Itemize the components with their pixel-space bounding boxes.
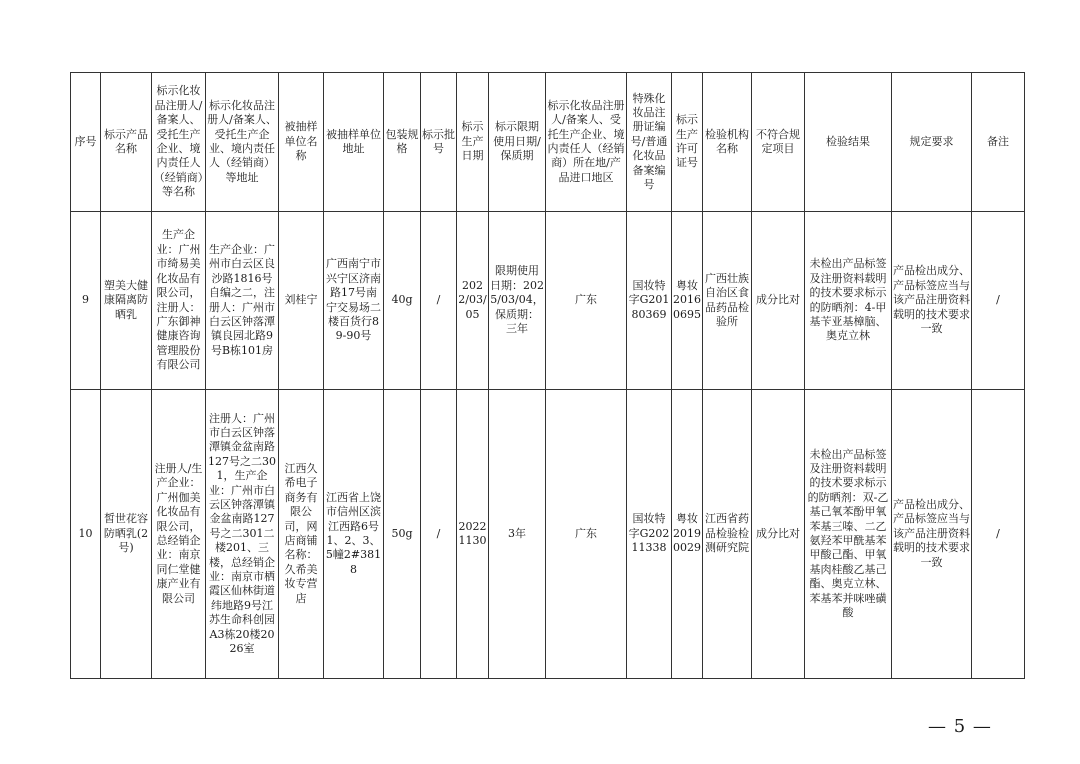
column-header: 被抽样单位名称 xyxy=(279,73,324,212)
column-header: 备注 xyxy=(972,73,1025,212)
column-header: 包装规格 xyxy=(384,73,421,212)
table-cell: 生产企业：广州市绮易美化妆品有限公司，注册人：广东御神健康咨询管理股份有限公司 xyxy=(152,212,206,390)
table-cell: 产品检出成分、产品标签应当与该产品注册资料载明的技术要求一致 xyxy=(892,212,972,390)
table-row xyxy=(71,390,1025,679)
column-header: 标示生产许可证号 xyxy=(672,73,703,212)
table-cell: 江西省上饶市信州区滨江西路6号1、2、3、5幢2#3818 xyxy=(324,390,384,679)
table-cell: / xyxy=(421,390,457,679)
table-cell: 江西久希电子商务有限公司，网店商铺名称：久希美妆专营店 xyxy=(279,390,324,679)
column-header: 标示产品名称 xyxy=(101,73,152,212)
inspection-results-table xyxy=(70,72,1025,679)
table-cell: / xyxy=(421,212,457,390)
table-cell: 50g xyxy=(384,390,421,679)
table-cell: 广西南宁市兴宁区济南路17号南宁交易场二楼百货行89-90号 xyxy=(324,212,384,390)
column-header: 序号 xyxy=(71,73,101,212)
column-header: 标示化妆品注册人/备案人、受托生产企业、境内责任人（经销商）等地址 xyxy=(206,73,279,212)
table-cell: 40g xyxy=(384,212,421,390)
column-header: 标示批号 xyxy=(421,73,457,212)
table-row xyxy=(71,212,1025,390)
table-cell: 广东 xyxy=(546,212,627,390)
table-cell: 广东 xyxy=(546,390,627,679)
column-header: 标示化妆品注册人/备案人、受托生产企业、境内责任人（经销商）所在地/产品进口地区 xyxy=(546,73,627,212)
table-cell: 国妆特字G20180369 xyxy=(627,212,672,390)
table-cell: 成分比对 xyxy=(752,390,805,679)
table-cell: 限期使用日期：2025/03/04，保质期：三年 xyxy=(489,212,546,390)
column-header: 不符合规定项目 xyxy=(752,73,805,212)
table-cell: 粤妆20160695 xyxy=(672,212,703,390)
table-header-row xyxy=(71,73,1025,212)
table-cell: / xyxy=(972,212,1025,390)
column-header: 标示生产日期 xyxy=(457,73,489,212)
table-cell: 未检出产品标签及注册资料载明的技术要求标示的防晒剂：双-乙基己氧苯酚甲氧苯基三嗪、二乙氨羟苯甲酰基苯甲酸己酯、甲氧基肉桂酸乙基己酯、奥克立林、苯基苯并咪唑磺酸 xyxy=(805,390,892,679)
table-cell: 皙世花容防晒乳(2号) xyxy=(101,390,152,679)
table-cell: 注册人：广州市白云区钟落潭镇金盆南路127号之二301，生产企业：广州市白云区钟落潭镇金盆南路127号之二301二楼201、三楼，总经销企业：南京市栖霞区仙林街道纬地路9号江苏生命科创园A3栋20楼2026室 xyxy=(206,390,279,679)
table-cell: 国妆特字G20211338 xyxy=(627,390,672,679)
table-cell: 2022/03/05 xyxy=(457,212,489,390)
column-header: 标示限期使用日期/保质期 xyxy=(489,73,546,212)
table-cell: 塑美大健康隔离防晒乳 xyxy=(101,212,152,390)
page-number: — 5 — xyxy=(928,716,992,737)
table-cell: 注册人/生产企业：广州伽美化妆品有限公司，总经销企业：南京同仁堂健康产业有限公司 xyxy=(152,390,206,679)
table-cell: 粤妆20190029 xyxy=(672,390,703,679)
table-cell: 未检出产品标签及注册资料载明的技术要求标示的防晒剂：4-甲基苄亚基樟脑、奥克立林 xyxy=(805,212,892,390)
table-cell: 10 xyxy=(71,390,101,679)
column-header: 标示化妆品注册人/备案人、受托生产企业、境内责任人（经销商）等名称 xyxy=(152,73,206,212)
table-cell: 刘桂宁 xyxy=(279,212,324,390)
column-header: 检验机构名称 xyxy=(703,73,752,212)
column-header: 特殊化妆品注册证编号/普通化妆品备案编号 xyxy=(627,73,672,212)
table-cell: 生产企业：广州市白云区良沙路1816号自编之二，注册人：广州市白云区钟落潭镇良园北路9号B栋101房 xyxy=(206,212,279,390)
table-cell: 3年 xyxy=(489,390,546,679)
table-cell: 20221130 xyxy=(457,390,489,679)
table-cell: 9 xyxy=(71,212,101,390)
table-cell: / xyxy=(972,390,1025,679)
table-cell: 产品检出成分、产品标签应当与该产品注册资料载明的技术要求一致 xyxy=(892,390,972,679)
column-header: 检验结果 xyxy=(805,73,892,212)
column-header: 规定要求 xyxy=(892,73,972,212)
column-header: 被抽样单位地址 xyxy=(324,73,384,212)
table-cell: 广西壮族自治区食品药品检验所 xyxy=(703,212,752,390)
table-cell: 成分比对 xyxy=(752,212,805,390)
table-cell: 江西省药品检验检测研究院 xyxy=(703,390,752,679)
